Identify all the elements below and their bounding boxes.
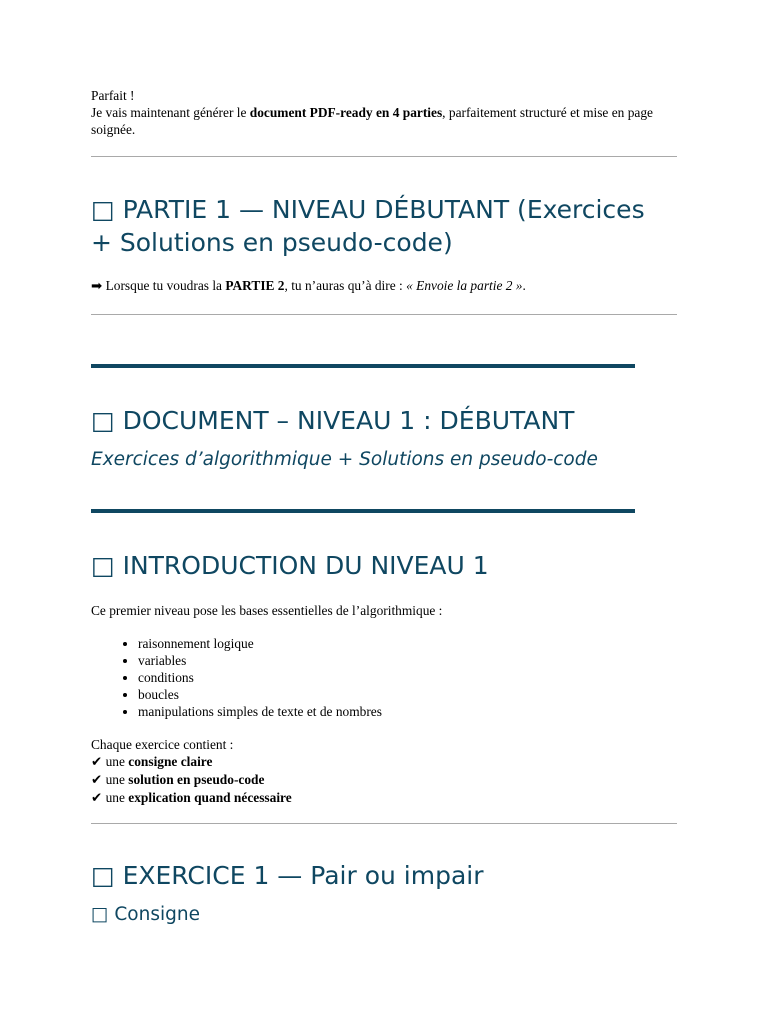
basics-list (91, 635, 677, 720)
consigne-heading: □ Consigne (91, 904, 200, 925)
list-item: • raisonnement logique (138, 635, 677, 652)
thick-divider (91, 364, 635, 368)
document-subtitle: Exercices d’algorithmique + Solutions en pseudo-code (91, 449, 598, 470)
list-item: • variables (138, 652, 677, 669)
intro-line-2: Je vais maintenant générer le document PDF-ready en 4 parties, parfaitement structuré et mise en page soignée. (91, 105, 653, 137)
horizontal-rule (91, 314, 677, 315)
list-item: • manipulations simples de texte et de nombres (138, 703, 677, 720)
intro-paragraph (91, 87, 677, 138)
horizontal-rule (91, 156, 677, 157)
exercise-contents-lead: Chaque exercice contient : (91, 737, 234, 752)
exercise-contents (91, 736, 677, 807)
exercise-content-item: ✔ une explication quand nécessaire (91, 790, 292, 806)
intro-line-1: Parfait ! (91, 88, 135, 103)
heading-box-icon: □ (91, 551, 115, 580)
heading-box-icon: □ (91, 904, 109, 925)
heading-box-icon: □ (91, 195, 115, 224)
list-item: • boucles (138, 686, 677, 703)
exercise-1-heading: □ EXERCICE 1 — Pair ou impair (91, 861, 484, 890)
introduction-heading: □ INTRODUCTION DU NIVEAU 1 (91, 551, 489, 580)
list-item: • conditions (138, 669, 677, 686)
exercise-content-item: ✔ une consigne claire (91, 754, 213, 770)
heading-box-icon: □ (91, 406, 115, 435)
check-icon: ✔ (91, 755, 103, 770)
next-part-note: ➡ Lorsque tu voudras la PARTIE 2, tu n’auras qu’à dire : « Envoie la partie 2 ». (91, 278, 526, 294)
horizontal-rule (91, 823, 677, 824)
right-arrow-icon: ➡ (91, 279, 103, 294)
introduction-text: Ce premier niveau pose les bases essentielles de l’algorithmique : (91, 603, 443, 618)
exercise-content-item: ✔ une solution en pseudo-code (91, 772, 265, 788)
heading-box-icon: □ (91, 861, 115, 890)
thick-divider (91, 509, 635, 513)
check-icon: ✔ (91, 791, 103, 806)
partie-1-heading: □ PARTIE 1 — NIVEAU DÉBUTANT (Exercices + Solutions en pseudo-code) (91, 195, 645, 257)
document-heading: □ DOCUMENT – NIVEAU 1 : DÉBUTANT (91, 406, 575, 435)
check-icon: ✔ (91, 773, 103, 788)
